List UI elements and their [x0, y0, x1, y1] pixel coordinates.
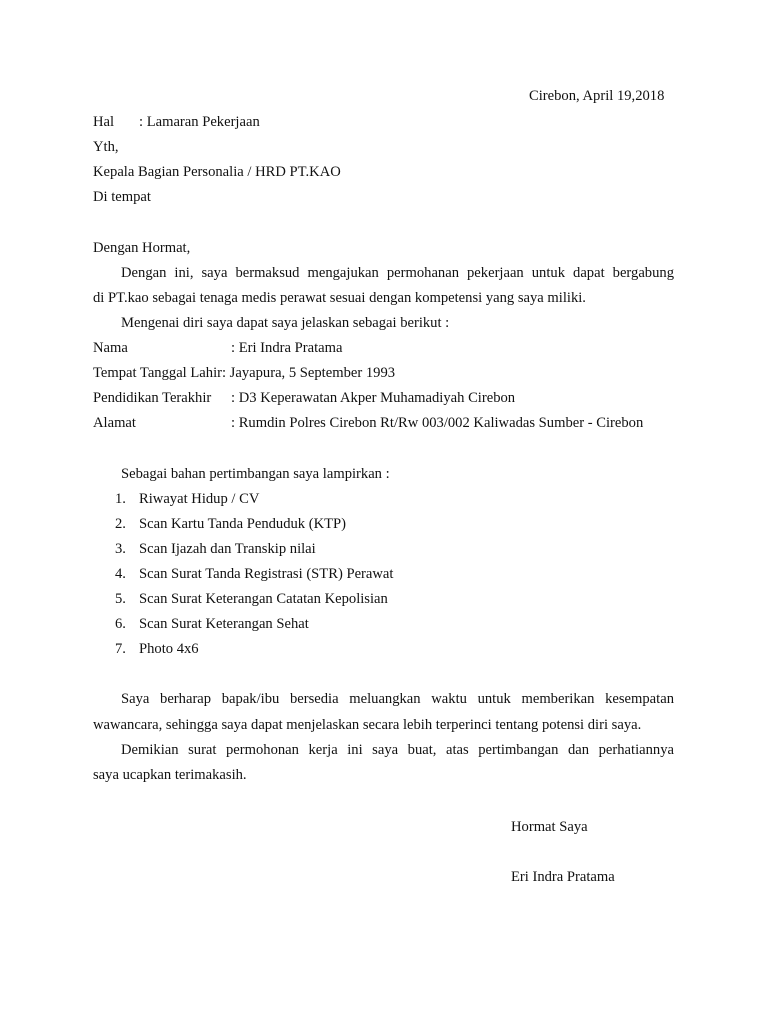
birth-place-date: Tempat Tanggal Lahir: Jayapura, 5 September 1993: [93, 365, 396, 381]
attachment-number: 4.: [115, 566, 126, 582]
attachment-item: Scan Surat Keterangan Catatan Kepolisian: [139, 591, 388, 607]
intro-paragraph-line: Dengan ini, saya bermaksud mengajukan permohanan pekerjaan untuk dapat bergabung: [121, 265, 674, 281]
education-label: Pendidikan Terakhir: [93, 390, 212, 406]
attachment-number: 6.: [115, 616, 126, 632]
attachment-number: 3.: [115, 541, 126, 557]
signer-name: Eri Indra Pratama: [511, 869, 615, 885]
attachment-number: 5.: [115, 591, 126, 607]
intro-paragraph-line: Mengenai diri saya dapat saya jelaskan sebagai berikut :: [121, 315, 450, 331]
attachment-item: Scan Kartu Tanda Penduduk (KTP): [139, 516, 347, 532]
attachment-item: Scan Surat Tanda Registrasi (STR) Perawat: [139, 566, 394, 582]
name-label: Nama: [93, 340, 128, 356]
addressee-line: Kepala Bagian Personalia / HRD PT.KAO: [93, 164, 341, 180]
addressee-line: Di tempat: [93, 189, 151, 205]
intro-paragraph-line: di PT.kao sebagai tenaga medis perawat sesuai dengan kompetensi yang saya miliki.: [93, 290, 586, 306]
attachment-item: Scan Surat Keterangan Sehat: [139, 616, 309, 632]
name-value: : Eri Indra Pratama: [231, 340, 343, 356]
closing-paragraph-line: Demikian surat permohonan kerja ini saya buat, atas pertimbangan dan perhatiannya: [121, 742, 674, 758]
education-value: : D3 Keperawatan Akper Muhamadiyah Cirebon: [231, 390, 516, 406]
address-label: Alamat: [93, 415, 136, 431]
attachments-intro: Sebagai bahan pertimbangan saya lampirkan :: [121, 466, 390, 482]
attachment-number: 1.: [115, 491, 126, 507]
signoff: Hormat Saya: [511, 819, 588, 835]
attachment-item: Scan Ijazah dan Transkip nilai: [139, 541, 316, 557]
address-value: : Rumdin Polres Cirebon Rt/Rw 003/002 Kaliwadas Sumber - Cirebon: [231, 415, 644, 431]
attachment-item: Photo 4x6: [139, 641, 199, 657]
attachment-number: 2.: [115, 516, 126, 532]
attachment-item: Riwayat Hidup / CV: [139, 491, 260, 507]
addressee-line: Yth,: [93, 139, 119, 155]
attachment-number: 7.: [115, 641, 126, 657]
closing-paragraph-line: wawancara, sehingga saya dapat menjelaskan secara lebih terperinci tentang potensi diri saya.: [93, 717, 642, 733]
subject-label: Hal: [93, 114, 115, 130]
closing-paragraph-line: Saya berharap bapak/ibu bersedia meluangkan waktu untuk memberikan kesempatan: [121, 691, 674, 707]
greeting: Dengan Hormat,: [93, 240, 191, 256]
place-date: Cirebon, April 19,2018: [529, 88, 665, 104]
subject-value: : Lamaran Pekerjaan: [139, 114, 260, 130]
closing-paragraph-line: saya ucapkan terimakasih.: [93, 767, 247, 783]
